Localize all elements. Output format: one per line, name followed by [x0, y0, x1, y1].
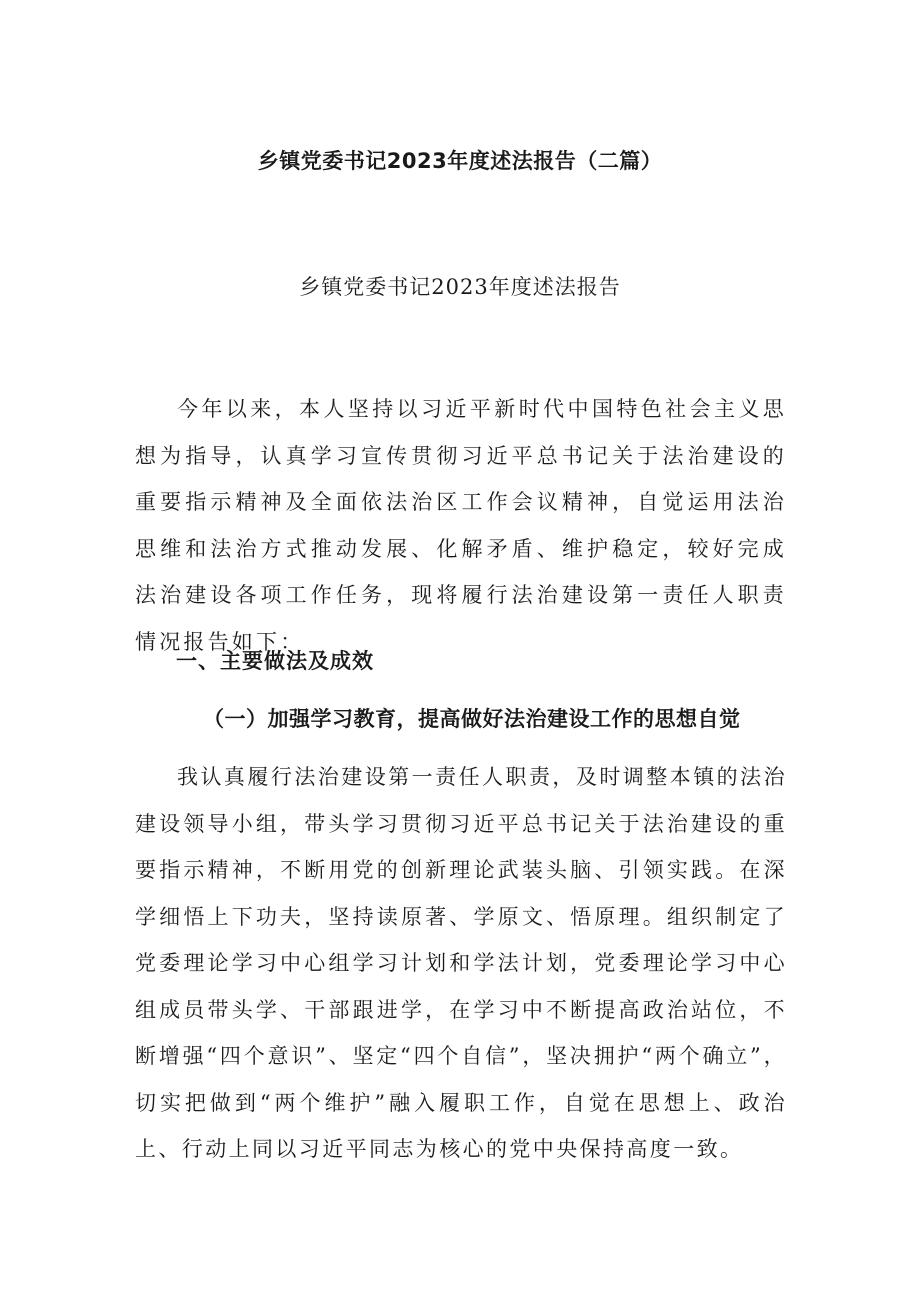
main-title: 乡镇党委书记2023年度述法报告（二篇）: [257, 149, 663, 173]
section-heading: 一、主要做法及成效: [176, 649, 374, 673]
body-paragraph: 我认真履行法治建设第一责任人职责，及时调整本镇的法治建设领导小组，带头学习贯彻习近平总书记关于法治建设的重要指示精神，不断用党的创新理论武装头脑、引领实践。在深学细悟上下功夫，坚持读原著、学原文、悟原理。组织制定了党委理论学习中心组学习计划和学法计划，党委理论学习中心组成员带头学、干部跟进学，在学习中不断提高政治站位，不断增强“四个意识”、坚定“四个自信”，坚决拥护“两个确立”，切实把做到“两个维护”融入履职工作，自觉在思想上、政治上、行动上同以习近平同志为核心的党中央保持高度一致。: [135, 765, 787, 1161]
subsection-heading: （一）加强学习教育，提高做好法治建设工作的思想自觉: [203, 707, 741, 731]
intro-paragraph: 今年以来，本人坚持以习近平新时代中国特色社会主义思想为指导，认真学习宣传贯彻习近平总书记关于法治建设的重要指示精神及全面依法治区工作会议精神，自觉运用法治思维和法治方式推动发展、化解矛盾、维护稳定，较好完成法治建设各项工作任务，现将履行法治建设第一责任人职责情况报告如下：: [135, 397, 787, 654]
report-title: 乡镇党委书记2023年度述法报告: [299, 275, 621, 299]
